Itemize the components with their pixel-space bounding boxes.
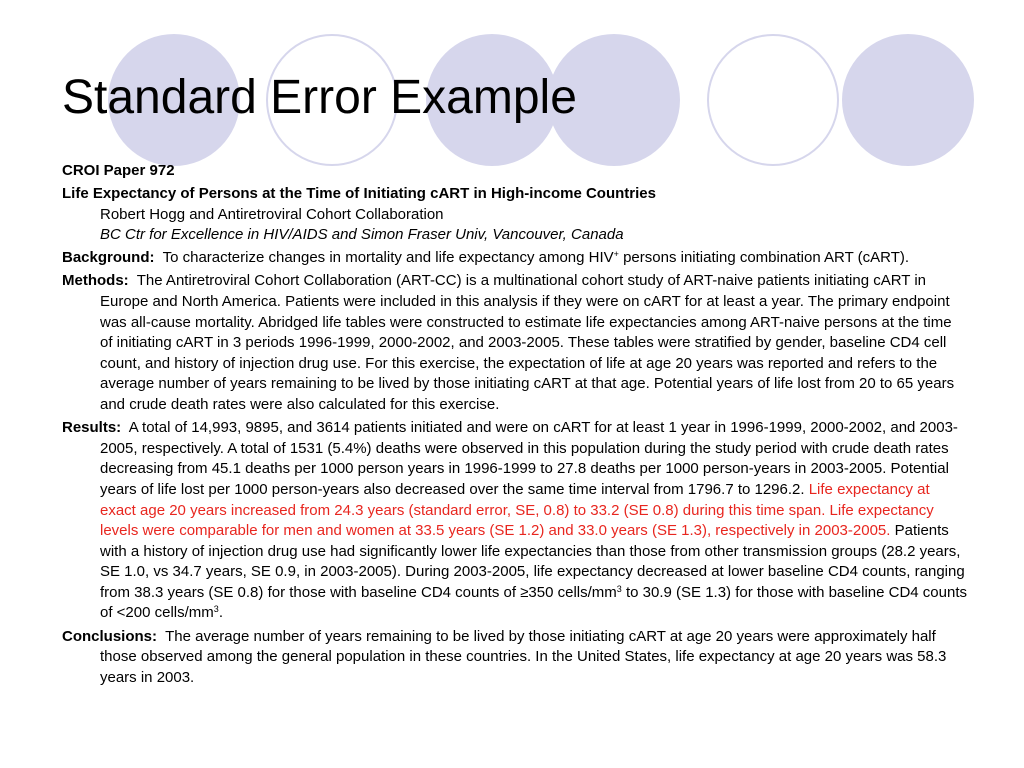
background-heading: Background: xyxy=(62,249,155,267)
slide-title: Standard Error Example xyxy=(62,71,577,124)
paper-label: CROI Paper 972 xyxy=(62,162,175,179)
decorative-circle-6 xyxy=(842,34,974,166)
paper-header xyxy=(62,184,967,246)
background-sup: + xyxy=(613,249,619,260)
results-paragraph xyxy=(62,418,967,624)
results-text: A total of 14,993, 9895, and 3614 patients initiated and were on cART for at least 1 year in 1996-1999, 2000-2002, and 2003-2005, respectively. A total of 1531 (5.4%) deaths were observed in this population during the study period with crude death rates decreasing from 45.1 deaths per 1000 person years in 1996-1999 to 27.8 deaths per 1000 person-years in 2003-2005. Potential years of life lost per 1000 person-years also decreased over the same time interval from 1796.7 to 1296.2. xyxy=(100,419,958,498)
background-paragraph xyxy=(62,248,967,269)
methods-heading: Methods: xyxy=(62,272,129,290)
conclusions-text: The average number of years remaining to be lived by those initiating cART at age 20 years were approximately half those observed among the general population in these countries. In the United States, life expectancy at age 20 years was 58.3 years in 2003. xyxy=(100,627,947,686)
paper-title: Life Expectancy of Persons at the Time of Initiating cART in High-income Countries xyxy=(62,185,656,203)
results-heading: Results: xyxy=(62,419,122,437)
background-text-end: persons initiating combination ART (cART). xyxy=(618,249,910,267)
results-text-continued-2: to 30.9 (SE 1.3) for those with baseline CD4 counts of <200 cells/mm xyxy=(100,583,967,622)
paper-authors: Robert Hogg and Antiretroviral Cohort Collaboration xyxy=(100,205,444,223)
background-text: To characterize changes in mortality and life expectancy among HIV xyxy=(162,249,614,267)
decorative-circle-5 xyxy=(707,34,839,166)
methods-paragraph xyxy=(62,271,967,415)
results-highlight: Life expectancy at exact age 20 years increased from 24.3 years (standard error, SE, 0.8) to 33.2 (SE 0.8) during this time span. Life expectancy levels were comparable for men and women at 33.5 years (SE 1.2) and 33.0 years (SE 1.3), respectively in 2003-2005. xyxy=(100,480,934,540)
methods-text: The Antiretroviral Cohort Collaboration (ART-CC) is a multinational cohort study of ART-naive patients initiating cART in Europe and North America. Patients were included in this analysis if they were on cART for at least a year. The primary endpoint was all-cause mortality. Abridged life tables were constructed to estimate life expectancies among ART-naive persons at the time of initiating cART in 3 periods 1996-1999, 2000-2002, and 2003-2005. These tables were stratified by gender, baseline CD4 cell count, and history of injection drug use. For this exercise, the expectation of life at age 20 years was reported and refers to the average number of years remaining to be lived by those initiating cART at that age. Potential years of life lost from 20 to 65 years and crude death rates were also calculated for this exercise. xyxy=(100,272,955,414)
paper-affiliation: BC Ctr for Excellence in HIV/AIDS and Simon Fraser Univ, Vancouver, Canada xyxy=(100,226,624,244)
conclusions-paragraph xyxy=(62,627,967,689)
slide-content xyxy=(62,161,967,691)
results-sup-1: 3 xyxy=(616,583,622,594)
results-sup-2: 3 xyxy=(213,604,219,615)
results-text-continued: Patients with a history of injection drug use had significantly lower life expectancies than those from other transmission groups (28.2 years, SE 1.0, vs 34.7 years, SE 0.9, in 2003-2005). During 2003-2005, life expectancy decreased at lower baseline CD4 counts, ranging from 38.3 years (SE 0.8) for those with baseline CD4 counts of ≥350 cells/mm xyxy=(100,522,965,601)
conclusions-heading: Conclusions: xyxy=(62,627,158,645)
results-text-end: . xyxy=(218,604,223,622)
